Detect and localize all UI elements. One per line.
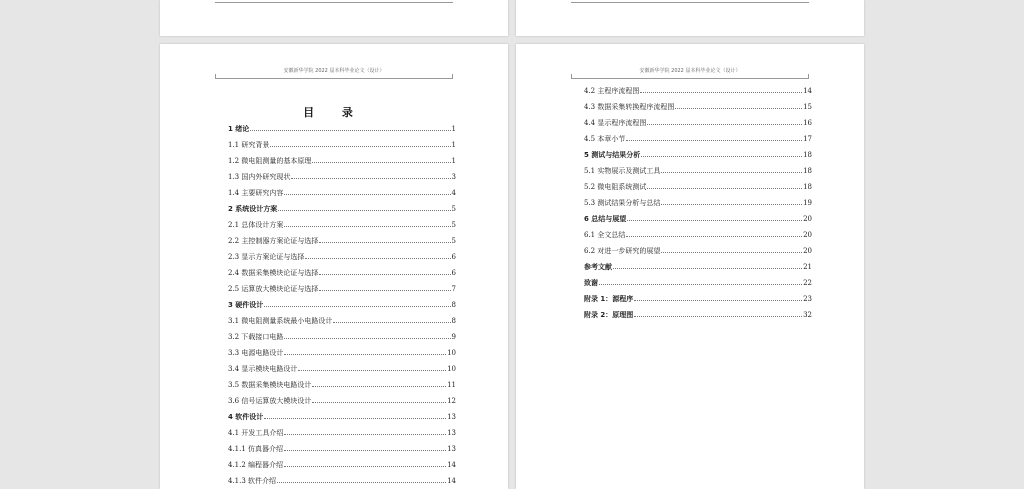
dot-leader bbox=[634, 307, 802, 317]
toc-entry-title: 2.3 显示方案论证与选择 bbox=[228, 253, 305, 261]
dot-leader bbox=[613, 259, 802, 269]
toc-entry[interactable] bbox=[584, 195, 812, 211]
toc-entry-page: 19 bbox=[803, 199, 812, 207]
toc-entry-title: 5.1 实物展示及测试工具 bbox=[584, 167, 661, 175]
toc-entry[interactable] bbox=[228, 361, 456, 377]
toc-entry-title: 3.2 下载接口电路 bbox=[228, 333, 284, 341]
toc-entry[interactable] bbox=[228, 473, 456, 489]
toc-entry[interactable] bbox=[584, 307, 812, 323]
toc-entry[interactable] bbox=[228, 265, 456, 281]
toc-entry-title: 4.4 显示程序流程图 bbox=[584, 119, 647, 127]
dot-leader bbox=[270, 137, 450, 147]
header-corner-mark bbox=[452, 74, 453, 79]
toc-entry-title: 2.2 主控制器方案论证与选择 bbox=[228, 237, 319, 245]
dot-leader bbox=[641, 147, 802, 157]
dot-leader bbox=[264, 297, 450, 307]
dot-leader bbox=[284, 441, 446, 451]
toc-entry-page: 5 bbox=[451, 221, 456, 229]
toc-entry-title: 1 绪论 bbox=[228, 125, 250, 133]
toc-entry-title: 4.2 主程序流程图 bbox=[584, 87, 640, 95]
toc-entry-title: 2.5 运算放大模块论证与选择 bbox=[228, 285, 319, 293]
toc-entry-title: 3.4 显示模块电路设计 bbox=[228, 365, 298, 373]
toc-entry-title: 1.3 国内外研究现状 bbox=[228, 173, 291, 181]
toc-entry[interactable] bbox=[228, 441, 456, 457]
toc-entry-page: 6 bbox=[451, 253, 456, 261]
toc-entry-page: 18 bbox=[803, 183, 812, 191]
dot-leader bbox=[277, 473, 446, 483]
dot-leader bbox=[284, 425, 446, 435]
toc-entry[interactable] bbox=[228, 457, 456, 473]
dot-leader bbox=[284, 185, 450, 195]
toc-entry-page: 18 bbox=[803, 151, 812, 159]
toc-entry[interactable] bbox=[584, 291, 812, 307]
toc-entry-page: 13 bbox=[447, 413, 456, 421]
toc-entry[interactable] bbox=[228, 249, 456, 265]
toc-entry-title: 6.2 对进一步研究的展望 bbox=[584, 247, 661, 255]
toc-entry-title: 附录 1：源程序 bbox=[584, 295, 634, 303]
dot-leader bbox=[312, 377, 446, 387]
toc-entry-page: 22 bbox=[803, 279, 812, 287]
page-header: 安徽新华学院 2022 届本科毕业论文（设计） bbox=[639, 68, 741, 74]
header-corner-mark bbox=[571, 74, 572, 79]
dot-leader bbox=[599, 275, 802, 285]
header-corner-mark bbox=[808, 74, 809, 79]
footer-rule bbox=[571, 2, 809, 3]
toc-entry-page: 20 bbox=[803, 247, 812, 255]
toc-entry[interactable] bbox=[584, 227, 812, 243]
toc-entry-title: 4.5 本章小节 bbox=[584, 135, 626, 143]
toc-entry-title: 6 总结与展望 bbox=[584, 215, 627, 223]
toc-entry[interactable] bbox=[228, 297, 456, 313]
toc-list bbox=[584, 83, 812, 323]
toc-entry[interactable] bbox=[228, 393, 456, 409]
toc-entry[interactable] bbox=[584, 259, 812, 275]
toc-entry[interactable] bbox=[584, 211, 812, 227]
dot-leader bbox=[661, 163, 802, 173]
toc-entry[interactable] bbox=[584, 115, 812, 131]
toc-entry-page: 8 bbox=[451, 317, 456, 325]
dot-leader bbox=[284, 345, 446, 355]
header-rule bbox=[571, 78, 809, 79]
toc-list bbox=[228, 121, 456, 489]
toc-entry-page: 11 bbox=[447, 381, 456, 389]
toc-entry[interactable] bbox=[228, 313, 456, 329]
toc-entry-page: 1 bbox=[451, 157, 456, 165]
dot-leader bbox=[319, 265, 450, 275]
toc-entry-page: 5 bbox=[451, 237, 456, 245]
toc-entry-page: 13 bbox=[447, 429, 456, 437]
toc-entry-title: 4.1.1 仿真器介绍 bbox=[228, 445, 284, 453]
toc-entry-title: 4.1 开发工具介绍 bbox=[228, 429, 284, 437]
dot-leader bbox=[634, 291, 802, 301]
dot-leader bbox=[640, 83, 802, 93]
toc-entry-page: 14 bbox=[447, 477, 456, 485]
toc-entry-title: 4.1.3 软件介绍 bbox=[228, 477, 277, 485]
toc-entry[interactable] bbox=[228, 409, 456, 425]
toc-entry[interactable] bbox=[228, 169, 456, 185]
toc-entry-page: 1 bbox=[451, 125, 456, 133]
toc-entry-page: 20 bbox=[803, 215, 812, 223]
toc-entry[interactable] bbox=[584, 163, 812, 179]
toc-entry-page: 15 bbox=[803, 103, 812, 111]
toc-entry[interactable] bbox=[228, 153, 456, 169]
previous-page-right bbox=[516, 0, 864, 36]
toc-entry-page: 13 bbox=[447, 445, 456, 453]
dot-leader bbox=[661, 195, 802, 205]
toc-entry-title: 2.4 数据采集模块论证与选择 bbox=[228, 269, 319, 277]
dot-leader bbox=[278, 201, 450, 211]
toc-entry[interactable] bbox=[228, 217, 456, 233]
dot-leader bbox=[250, 121, 450, 131]
header-rule bbox=[215, 78, 453, 79]
dot-leader bbox=[319, 281, 450, 291]
toc-entry-title: 5.2 微电阻系统测试 bbox=[584, 183, 647, 191]
dot-leader bbox=[312, 393, 446, 403]
toc-entry-page: 1 bbox=[451, 141, 456, 149]
dot-leader bbox=[291, 169, 450, 179]
toc-entry[interactable] bbox=[228, 281, 456, 297]
dot-leader bbox=[626, 227, 802, 237]
toc-entry-page: 32 bbox=[803, 311, 812, 319]
dot-leader bbox=[319, 233, 450, 243]
toc-entry-page: 18 bbox=[803, 167, 812, 175]
toc-entry-title: 4.3 数据采集转换程序流程图 bbox=[584, 103, 675, 111]
toc-entry-page: 16 bbox=[803, 119, 812, 127]
dot-leader bbox=[626, 131, 802, 141]
toc-entry-title: 3.6 信号运算放大模块设计 bbox=[228, 397, 312, 405]
toc-entry-page: 21 bbox=[803, 263, 812, 271]
dot-leader bbox=[305, 249, 450, 259]
toc-entry-title: 致谢 bbox=[584, 279, 598, 287]
toc-entry-title: 5.3 测试结果分析与总结 bbox=[584, 199, 661, 207]
toc-page-2 bbox=[516, 44, 864, 489]
toc-entry-page: 5 bbox=[451, 205, 456, 213]
toc-entry-page: 14 bbox=[803, 87, 812, 95]
page-header: 安徽新华学院 2022 届本科毕业论文（设计） bbox=[283, 68, 385, 74]
toc-entry-title: 3.5 数据采集模块电路设计 bbox=[228, 381, 312, 389]
toc-entry[interactable] bbox=[228, 425, 456, 441]
toc-entry[interactable] bbox=[584, 179, 812, 195]
toc-entry-page: 6 bbox=[451, 269, 456, 277]
toc-entry-title: 2 系统设计方案 bbox=[228, 205, 278, 213]
toc-entry-page: 17 bbox=[803, 135, 812, 143]
toc-entry-title: 1.4 主要研究内容 bbox=[228, 189, 284, 197]
toc-entry[interactable] bbox=[228, 377, 456, 393]
dot-leader bbox=[333, 313, 450, 323]
toc-entry-page: 7 bbox=[451, 285, 456, 293]
toc-entry-page: 10 bbox=[447, 365, 456, 373]
toc-entry-title: 6.1 全文总结 bbox=[584, 231, 626, 239]
toc-entry-title: 参考文献 bbox=[584, 263, 612, 271]
toc-entry-page: 12 bbox=[447, 397, 456, 405]
toc-entry-page: 20 bbox=[803, 231, 812, 239]
toc-entry-title: 1.1 研究背景 bbox=[228, 141, 270, 149]
dot-leader bbox=[284, 329, 450, 339]
dot-leader bbox=[661, 243, 802, 253]
toc-entry-title: 4 软件设计 bbox=[228, 413, 264, 421]
toc-entry[interactable] bbox=[584, 83, 812, 99]
toc-entry[interactable] bbox=[228, 121, 456, 137]
dot-leader bbox=[647, 179, 802, 189]
toc-entry[interactable] bbox=[584, 243, 812, 259]
previous-page-left bbox=[160, 0, 508, 36]
toc-entry[interactable] bbox=[584, 99, 812, 115]
toc-entry-page: 9 bbox=[451, 333, 456, 341]
toc-entry[interactable] bbox=[584, 275, 812, 291]
dot-leader bbox=[264, 409, 446, 419]
toc-entry[interactable] bbox=[228, 233, 456, 249]
toc-entry[interactable] bbox=[228, 201, 456, 217]
toc-entry-page: 4 bbox=[451, 189, 456, 197]
dot-leader bbox=[284, 217, 450, 227]
toc-entry-title: 3 硬件设计 bbox=[228, 301, 264, 309]
toc-entry-page: 14 bbox=[447, 461, 456, 469]
toc-entry[interactable] bbox=[228, 329, 456, 345]
toc-page-1 bbox=[160, 44, 508, 489]
footer-rule bbox=[215, 2, 453, 3]
toc-entry[interactable] bbox=[228, 137, 456, 153]
toc-entry-page: 10 bbox=[447, 349, 456, 357]
toc-entry[interactable] bbox=[584, 147, 812, 163]
toc-title: 目 录 bbox=[303, 106, 365, 119]
toc-entry[interactable] bbox=[584, 131, 812, 147]
toc-entry-title: 5 测试与结果分析 bbox=[584, 151, 641, 159]
header-corner-mark bbox=[215, 74, 216, 79]
dot-leader bbox=[675, 99, 802, 109]
dot-leader bbox=[298, 361, 446, 371]
dot-leader bbox=[627, 211, 802, 221]
toc-entry-title: 3.3 电源电路设计 bbox=[228, 349, 284, 357]
toc-entry-title: 1.2 微电阻测量的基本原理 bbox=[228, 157, 312, 165]
dot-leader bbox=[312, 153, 450, 163]
toc-entry[interactable] bbox=[228, 185, 456, 201]
toc-entry-page: 8 bbox=[451, 301, 456, 309]
toc-entry-title: 3.1 微电阻测量系统最小电路设计 bbox=[228, 317, 333, 325]
toc-entry[interactable] bbox=[228, 345, 456, 361]
toc-entry-page: 23 bbox=[803, 295, 812, 303]
toc-entry-page: 3 bbox=[451, 173, 456, 181]
toc-entry-title: 附录 2：原理图 bbox=[584, 311, 634, 319]
dot-leader bbox=[647, 115, 802, 125]
toc-entry-title: 4.1.2 编程器介绍 bbox=[228, 461, 284, 469]
toc-entry-title: 2.1 总体设计方案 bbox=[228, 221, 284, 229]
dot-leader bbox=[284, 457, 446, 467]
